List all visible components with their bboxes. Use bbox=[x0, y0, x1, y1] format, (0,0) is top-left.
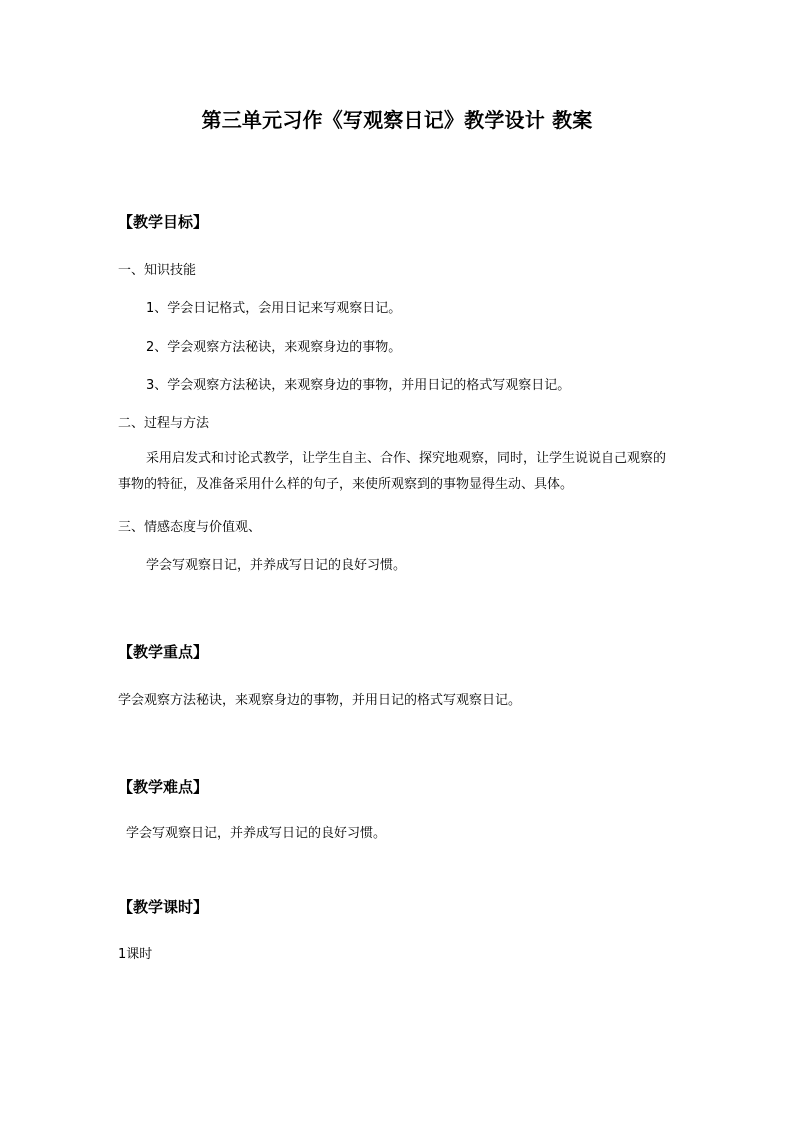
subsection-label-process: 二、过程与方法 bbox=[118, 416, 210, 431]
section-heading-objectives: 【教学目标】 bbox=[118, 213, 209, 231]
knowledge-item-3: 3、学会观察方法秘诀，来观察身边的事物，并用日记的格式写观察日记。 bbox=[146, 378, 571, 393]
knowledge-item-2: 2、学会观察方法秘诀，来观察身边的事物。 bbox=[146, 340, 402, 355]
emotion-paragraph: 学会写观察日记，并养成写日记的良好习惯。 bbox=[146, 558, 407, 573]
subsection-label-emotion: 三、情感态度与价值观、 bbox=[118, 520, 262, 535]
knowledge-item-1: 1、学会日记格式，会用日记来写观察日记。 bbox=[146, 301, 402, 316]
subsection-label-knowledge: 一、知识技能 bbox=[118, 263, 197, 278]
key-points-text: 学会观察方法秘诀，来观察身边的事物，并用日记的格式写观察日记。 bbox=[118, 693, 522, 708]
difficulties-text: 学会写观察日记，并养成写日记的良好习惯。 bbox=[126, 826, 387, 841]
section-heading-difficulties: 【教学难点】 bbox=[118, 778, 209, 796]
document-title: 第三单元习作《写观察日记》教学设计 教案 bbox=[201, 108, 593, 132]
section-heading-hours: 【教学课时】 bbox=[118, 898, 209, 916]
hours-text: 1课时 bbox=[118, 947, 153, 962]
process-paragraph: 采用启发式和讨论式教学，让学生自主、合作、探究地观察，同时，让学生说说自己观察的事物的特征，及准备采用什么样的句子，来使所观察到的事物显得生动、具体。 bbox=[118, 451, 667, 492]
section-heading-key-points: 【教学重点】 bbox=[118, 643, 209, 661]
